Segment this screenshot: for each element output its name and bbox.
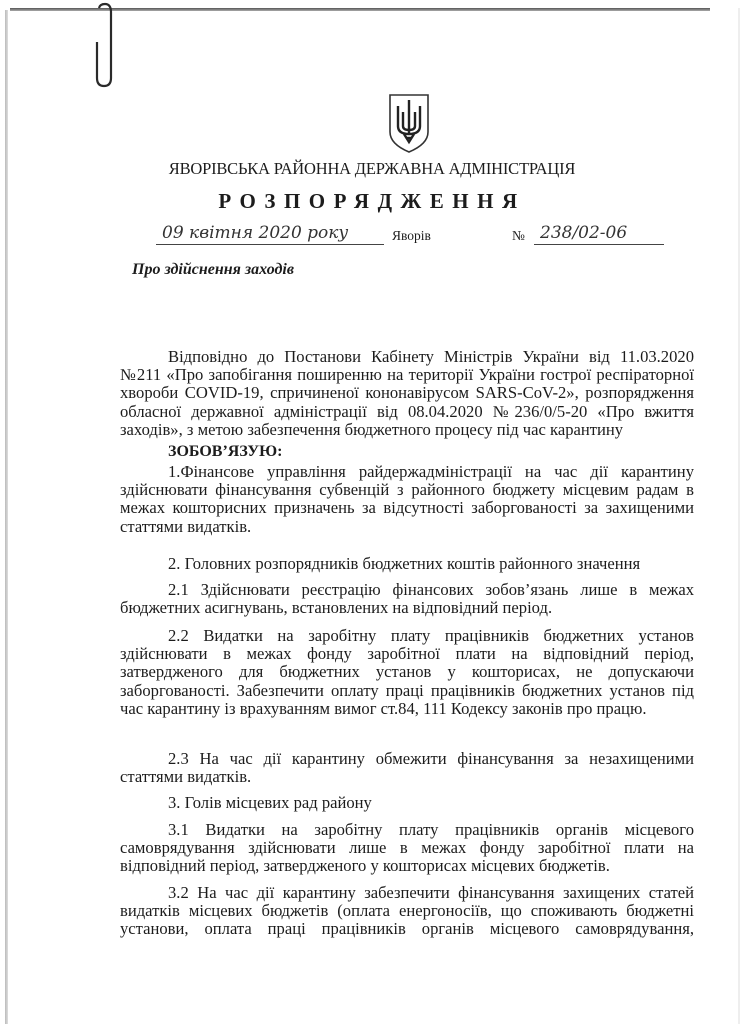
clause-text: 2. Головних розпорядників бюджетних коштів районного значення: [168, 554, 641, 573]
clause-3: [120, 794, 694, 812]
paperclip-icon: [94, 2, 118, 88]
clause-2-1: [120, 581, 694, 617]
clause-3-2: [120, 884, 694, 939]
clause-2-3: [120, 750, 694, 786]
clause-2-2: [120, 627, 694, 718]
city-label: Яворів: [392, 228, 431, 243]
clause-text: 2.2 Видатки на заробітну плату працівників бюджетних установ здійснювати в межах фонду заробітної плати на відповідний період, затвердженого для бюджетних установ у кошторисах, не допускаючи заборгованості. Забезпечити оплату праці працівників бюджетних установ під час карантину із врахуванням вимог ст.84, 111 Кодексу законів про працю.: [120, 626, 694, 718]
clause-text: 3.1 Видатки на заробітну плату працівників органів місцевого самоврядування здійснювати лише в межах фонду заробітної плати на відповідний період, затвердженого у кошторисах місцевих бюджетів.: [120, 820, 694, 876]
clause-1: [120, 463, 694, 536]
clause-text: 3.2 На час дії карантину забезпечити фінансування захищених статей видатків місцевих бюджетів (оплата енергоносіїв, що споживають бюджетні установи, оплата праці працівників органів місцевого самоврядування,: [120, 883, 694, 939]
handwritten-date: 09 квітня 2020 року: [156, 222, 384, 245]
ukraine-trident-emblem-icon: [386, 92, 432, 154]
clause-text: 2.3 На час дії карантину обмежити фінансування за незахищеними статтями видатків.: [120, 749, 694, 787]
handwritten-number: 238/02-06: [534, 222, 664, 245]
clause-text: 1.Фінансове управління райдержадміністрації на час дії карантину здійснювати фінансування субвенцій з районного бюджету місцевим радам в межах кошторисних призначень за відсутності заборгованості за захищеними статтями видатків.: [120, 462, 694, 536]
preamble-paragraph: [120, 348, 694, 439]
organization-name: ЯВОРІВСЬКА РАЙОННА ДЕРЖАВНА АДМІНІСТРАЦІЯ: [168, 159, 576, 178]
clause-2: [120, 555, 694, 573]
document-subject: Про здійснення заходів: [132, 261, 295, 278]
document-title: РОЗПОРЯДЖЕННЯ: [218, 189, 526, 213]
clause-text: 3. Голів місцевих рад району: [168, 793, 372, 812]
obligate-heading: ЗОБОВ’ЯЗУЮ:: [168, 443, 283, 460]
number-sign: №: [512, 228, 525, 243]
clause-3-1: [120, 821, 694, 876]
preamble-text: Відповідно до Постанови Кабінету Міністрів України від 11.03.2020 №211 «Про запобігання поширенню на території України гострої респіраторної хвороби COVID-19, спричиненої кононавірусом SARS-CoV-2», розпорядження обласної державної адміністрації від 08.04.2020 №236/0/5-20 «Про вжиття заходів», з метою забезпечення бюджетного процесу під час карантину: [120, 347, 694, 439]
clause-text: 2.1 Здійснювати реєстрацію фінансових зобов’язань лише в межах бюджетних асигнувань, встановлених на відповідний період.: [120, 580, 694, 618]
